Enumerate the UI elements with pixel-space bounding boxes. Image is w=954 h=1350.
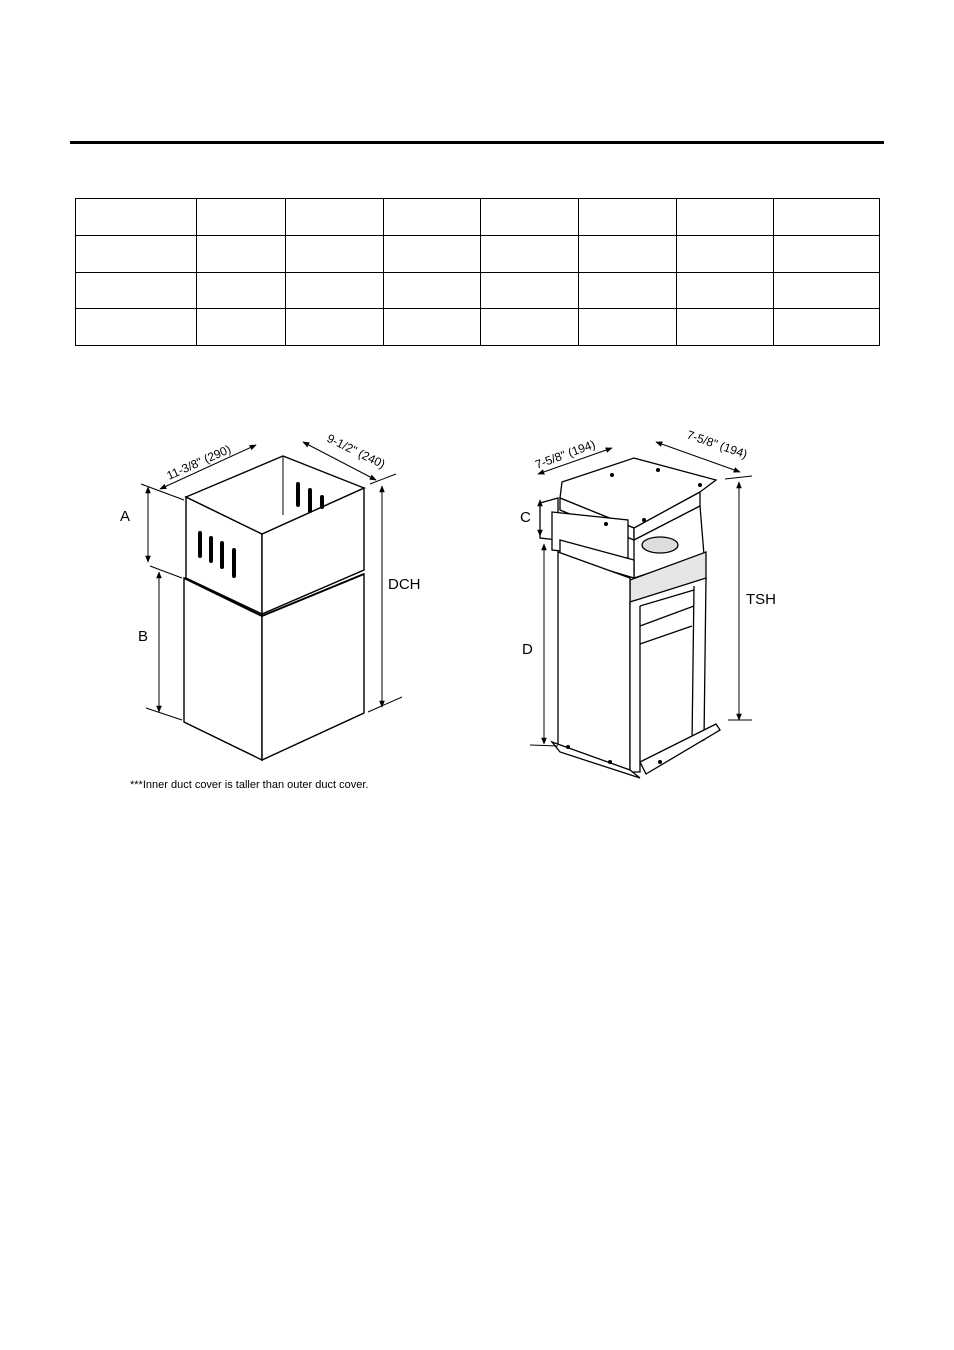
frame-front-panel xyxy=(558,552,630,772)
support-frame-drawing xyxy=(540,458,720,778)
frame-width-label: 7-5/8" (194) xyxy=(533,437,598,472)
dimension-dch-label: DCH xyxy=(388,576,421,593)
duct-cover-note: ***Inner duct cover is taller than outer duct cover. xyxy=(130,779,369,791)
dimension-d-label: D xyxy=(522,641,533,658)
duct-cover-drawing xyxy=(184,456,364,760)
fan-opening xyxy=(642,537,678,553)
frame-depth-label: 7-5/8" (194) xyxy=(685,427,750,462)
dimension-tsh-label: TSH xyxy=(746,591,776,608)
dimension-a-label: A xyxy=(120,508,131,525)
dimension-b-label: B xyxy=(138,628,149,645)
duct-width-label: 11-3/8" (290) xyxy=(164,441,234,483)
duct-depth-label: 9-1/2" (240) xyxy=(324,431,388,472)
dimension-c-label: C xyxy=(520,509,531,526)
